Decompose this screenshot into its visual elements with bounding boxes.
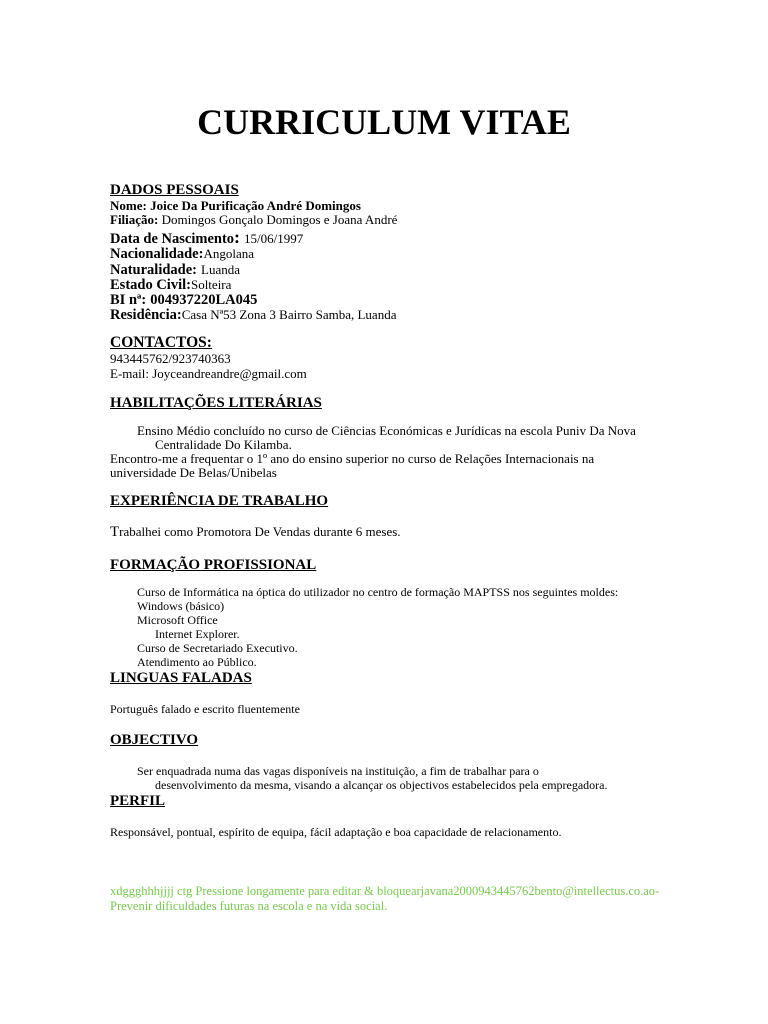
filiacao-value: Domingos Gonçalo Domingos e Joana André [161,212,398,227]
perfil-text: Responsável, pontual, espírito de equipa, fácil adaptação e boa capacidade de relacionamento. [110,825,562,839]
nascimento-label: Data de Nascimento [110,231,235,247]
field-nome [110,198,361,213]
habilitacoes-line: Encontro-me a frequentar o 1º ano do ensino superior no curso de Relações Internacionais na [110,451,595,466]
estado-civil-value: Solteira [190,277,232,292]
section-heading-dados-pessoais: DADOS PESSOAIS [110,182,239,198]
nome-value: Joice Da Purificação André Domingos [150,198,361,213]
nascimento-value: 15/06/1997 [244,231,304,246]
contact-email: E-mail: Joyceandreandre@gmail.com [110,366,307,381]
nome-label: Nome: [110,198,147,213]
bi-label: BI nª: [110,292,147,308]
section-heading-linguas: LINGUAS FALADAS [110,670,252,686]
nascimento-colon: : [234,227,241,247]
estado-civil-label: Estado Civil: [110,277,191,293]
naturalidade-label: Naturalidade: [110,262,197,278]
residencia-label: Residência: [110,307,182,323]
formacao-item: Curso de Informática na óptica do utilizador no centro de formação MAPTSS nos seguintes moldes: [137,585,619,599]
field-residencia [110,306,396,324]
formacao-item: Curso de Secretariado Executivo. [137,641,298,655]
objectivo-line: Ser enquadrada numa das vagas disponíveis na instituição, a fim de trabalhar para o [137,764,539,778]
objectivo-line: desenvolvimento da mesma, visando a alcançar os objectivos estabelecidos pela empregadora. [155,778,608,792]
section-heading-formacao: FORMAÇÃO PROFISSIONAL [110,557,317,573]
contact-phones: 943445762/923740363 [110,351,231,366]
experiencia-first-letter: T [110,524,120,540]
formacao-item: Windows (básico) [137,599,225,613]
section-heading-experiencia: EXPERIÊNCIA DE TRABALHO [110,493,329,509]
habilitacoes-line: Ensino Médio concluído no curso de Ciências Económicas e Jurídicas na escola Puniv Da Nova [137,423,636,438]
bi-value: 004937220LA045 [150,292,258,308]
section-heading-objectivo: OBJECTIVO [110,732,199,748]
naturalidade-value: Luanda [201,262,240,277]
section-heading-contactos: CONTACTOS: [110,334,212,351]
filiacao-label: Filiação: [110,212,159,227]
field-filiacao [110,212,397,227]
section-heading-perfil: PERFIL [110,793,166,809]
habilitacoes-line: universidade De Belas/Unibelas [110,465,277,480]
linguas-text: Português falado e escrito fluentemente [110,702,300,716]
residencia-value: Casa Nª53 Zona 3 Bairro Samba, Luanda [181,307,397,322]
nacionalidade-value: Angolana [203,246,254,261]
footer-note: xdggghhhjjjj ctg Pressione longamente para editar & bloquearjavana2000943445762bento@intellectus.co.ao- Prevenir dificuldades futuras na escola e na vida social. [110,884,660,913]
experiencia-text [110,524,401,540]
nacionalidade-label: Nacionalidade: [110,246,204,262]
formacao-item: Atendimento ao Público. [137,655,257,669]
experiencia-rest: rabalhei como Promotora De Vendas durante 6 meses. [119,524,401,539]
section-heading-habilitacoes: HABILITAÇÕES LITERÁRIAS [110,395,322,411]
document-title: CURRICULUM VITAE [197,102,571,142]
formacao-item: Microsoft Office [137,613,218,627]
habilitacoes-line: Centralidade Do Kilamba. [155,437,292,452]
formacao-item: Internet Explorer. [155,627,240,641]
